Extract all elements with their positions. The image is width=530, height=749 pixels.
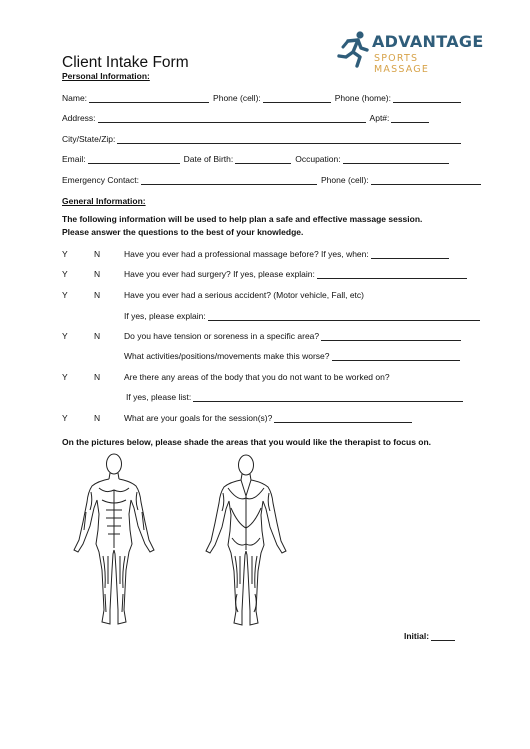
general-info-heading: General Information: <box>62 196 146 206</box>
email-row <box>62 154 453 164</box>
q2-no[interactable]: N <box>94 269 101 279</box>
q5-field[interactable] <box>193 392 463 402</box>
q4-row <box>124 331 465 341</box>
email-field[interactable] <box>88 154 180 164</box>
q1-row <box>124 249 453 259</box>
q5-no[interactable]: N <box>94 372 101 382</box>
q4-follow-field[interactable] <box>332 351 460 361</box>
apt-label: Apt#: <box>369 113 390 123</box>
q6-text: What are your goals for the session(s)? <box>124 413 273 423</box>
q4-yes[interactable]: Y <box>62 331 68 341</box>
address-label: Address: <box>62 113 96 123</box>
page-title: Client Intake Form <box>62 54 189 71</box>
city-row <box>62 134 465 144</box>
q2-field[interactable] <box>317 269 467 279</box>
name-row <box>62 93 465 103</box>
occupation-label: Occupation: <box>295 154 341 164</box>
cell-phone-label: Phone (cell): <box>213 93 261 103</box>
q2-text: Have you ever had surgery? If yes, please explain: <box>124 269 315 279</box>
q5-follow-text: If yes, please list: <box>126 392 192 402</box>
q3-no[interactable]: N <box>94 290 101 300</box>
q1-field[interactable] <box>371 249 449 259</box>
q4-follow-text: What activities/positions/movements make this worse? <box>124 351 330 361</box>
q4-no[interactable]: N <box>94 331 101 341</box>
personal-info-heading: Personal Information: <box>62 71 150 81</box>
runner-icon <box>336 30 370 68</box>
q5-text: Are there any areas of the body that you do not want to be worked on? <box>124 372 390 382</box>
q6-field[interactable] <box>274 413 412 423</box>
q1-yes[interactable]: Y <box>62 249 68 259</box>
emergency-label: Emergency Contact: <box>62 175 140 185</box>
q3-yes[interactable]: Y <box>62 290 68 300</box>
emergency-row <box>62 175 485 185</box>
apt-field[interactable] <box>391 113 429 123</box>
q2-row <box>124 269 471 279</box>
emergency-cell-label: Phone (cell): <box>321 175 369 185</box>
city-label: City/State/Zip: <box>62 134 116 144</box>
q6-yes[interactable]: Y <box>62 413 68 423</box>
emergency-cell-field[interactable] <box>371 175 481 185</box>
logo-line2: SPORTS MASSAGE <box>374 53 430 75</box>
email-label: Email: <box>62 154 86 164</box>
q6-no[interactable]: N <box>94 413 101 423</box>
logo-line1: ADVANTAGE <box>372 32 484 51</box>
q3-follow-text: If yes, please explain: <box>124 311 206 321</box>
home-phone-field[interactable] <box>393 93 461 103</box>
intro-line-2: Please answer the questions to the best of your knowledge. <box>62 227 304 237</box>
q1-text: Have you ever had a professional massage before? If yes, when: <box>124 249 369 259</box>
intro-line-1: The following information will be used to help plan a safe and effective massage session. <box>62 214 423 224</box>
home-phone-label: Phone (home): <box>334 93 391 103</box>
body-front-diagram[interactable] <box>66 452 162 630</box>
logo <box>336 30 484 75</box>
name-label: Name: <box>62 93 88 103</box>
address-row <box>62 113 433 123</box>
q3-follow-row <box>124 311 484 321</box>
name-field[interactable] <box>89 93 209 103</box>
initial-row <box>404 631 459 641</box>
occupation-field[interactable] <box>343 154 449 164</box>
q5-yes[interactable]: Y <box>62 372 68 382</box>
q1-no[interactable]: N <box>94 249 101 259</box>
q5-follow-row <box>126 392 467 402</box>
address-field[interactable] <box>98 113 366 123</box>
q2-yes[interactable]: Y <box>62 269 68 279</box>
emergency-field[interactable] <box>141 175 317 185</box>
cell-phone-field[interactable] <box>263 93 331 103</box>
pictures-instruction: On the pictures below, please shade the areas that you would like the therapist to focus on. <box>62 437 432 447</box>
q4-follow-row <box>124 351 464 361</box>
q5-row <box>124 372 390 382</box>
initial-label: Initial: <box>404 631 430 641</box>
city-field[interactable] <box>117 134 461 144</box>
initial-field[interactable] <box>431 631 455 641</box>
q3-row <box>124 290 364 300</box>
q6-row <box>124 413 416 423</box>
dob-label: Date of Birth: <box>183 154 234 164</box>
q3-text: Have you ever had a serious accident? (Motor vehicle, Fall, etc) <box>124 290 365 300</box>
dob-field[interactable] <box>235 154 291 164</box>
q4-text: Do you have tension or soreness in a specific area? <box>124 331 320 341</box>
q4-field[interactable] <box>321 331 461 341</box>
body-back-diagram[interactable] <box>198 452 294 630</box>
q3-field[interactable] <box>208 311 480 321</box>
